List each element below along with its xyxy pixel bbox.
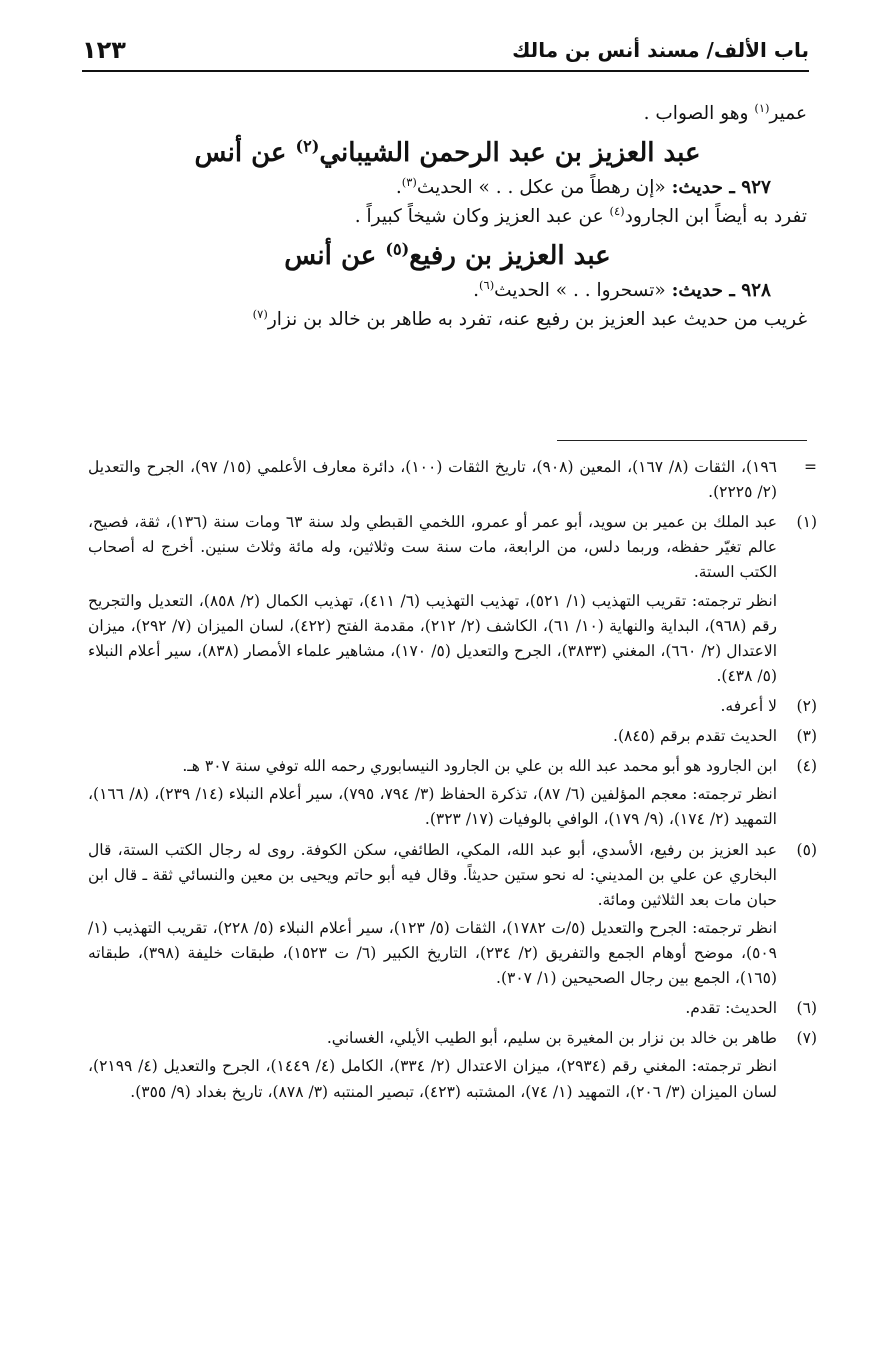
footnote-body (88, 510, 777, 689)
footnote (88, 694, 817, 719)
footnote-number: (٦) (796, 999, 817, 1018)
footnote (88, 724, 817, 749)
footnote-paragraph: الحديث: تقدم. (685, 999, 777, 1018)
commentary-927-rest: عن عبد العزيز وكان شيخاً كبيراً . (354, 206, 610, 228)
footnote-ref-3: (٣) (401, 175, 417, 190)
footnote-body (88, 1026, 777, 1104)
footnote-paragraph: ابن الجارود هو أبو محمد عبد الله بن علي بن الجارود النيسابوري رحمه الله توفي سنة ٣٠٧ هـ. (182, 757, 777, 776)
footnote-number: (٥) (796, 840, 817, 859)
hadith-928 (88, 277, 807, 306)
footnote-paragraph: لا أعرفه. (720, 696, 777, 715)
footnote-ref-2: (٢) (295, 136, 320, 156)
footnote-body (88, 724, 777, 749)
footnote-ref-6: (٦) (479, 278, 495, 293)
hadith-927 (88, 174, 807, 203)
hadith-927-text: «إن رهطاً من عكل . . » الحديث (416, 177, 672, 199)
hadith-928-end: . (473, 280, 480, 302)
running-header (82, 30, 809, 72)
footnote-ref-4: (٤) (609, 203, 625, 218)
continuation-text: عمير (769, 103, 807, 124)
commentary-928 (88, 306, 807, 335)
footnote-body (88, 838, 777, 992)
footnote-body (88, 694, 777, 719)
hadith-927-label: ٩٢٧ ـ حديث: (671, 177, 771, 199)
footnote-number: = (804, 458, 817, 476)
footnote-divider (557, 440, 807, 441)
footnote-paragraph: الحديث تقدم برقم (٨٤٥). (613, 727, 777, 746)
entry-heading-shaybani (88, 135, 807, 173)
footnote-body (88, 996, 777, 1021)
continuation-line (88, 100, 807, 129)
footnotes (88, 455, 817, 1110)
hadith-928-text: «تسحروا . . » الحديث (494, 280, 672, 302)
footnote-body (88, 455, 777, 505)
footnote-number: (٢) (796, 696, 817, 715)
footnote-paragraph: انظر ترجمته: الجرح والتعديل (٥/ت ١٧٨٢)، الثقات (٥/ ١٢٣)، سير أعلام النبلاء (٥/ ٢٢٨)، تقريب التهذيب (١/ ٥٠٩)، موضح أوهام الجمع والتفريق (٢/ ٢٣٤)، التاريخ الكبير (٦/ ت ١٥٢٣)، طبقات خليفة (٣٩٨)، طبقاته (١٦٥)، الجمع بين رجال الصحيحين (١/ ٣٠٧). (88, 918, 778, 988)
footnote-paragraph: انظر ترجمته: معجم المؤلفين (٦/ ٨٧)، تذكرة الحفاظ (٣/ ٧٩٤، ٧٩٥)، سير أعلام النبلاء (١٤/ ٢٣٩)، (٨/ ١٦٦)، التمهيد (٢/ ١٧٤)، (٩/ ١٧٩)، الوافي بالوفيات (١٧/ ٣٢٣). (88, 785, 778, 829)
hadith-928-label: ٩٢٨ ـ حديث: (671, 280, 771, 302)
footnote-ref-5: (٥) (385, 239, 410, 259)
page-number: ١٢٣ (82, 36, 126, 64)
heading1-rest: عن أنس (194, 137, 296, 168)
commentary-927 (88, 203, 807, 232)
hadith-927-end: . (395, 177, 402, 199)
footnote (88, 838, 817, 992)
footnote-paragraph: ١٩٦)، الثقات (٨/ ١٦٧)، المعين (٩٠٨)، تاريخ الثقات (١٠٠)، دائرة معارف الأعلمي (١٥/ ٩٧)، الجرح والتعديل (٢/ ٢٢٢٥). (88, 458, 777, 502)
footnote-paragraph: انظر ترجمته: تقريب التهذيب (١/ ٥٢١)، تهذيب التهذيب (٦/ ٤١١)، تهذيب الكمال (٢/ ٨٥٨)، التعديل والتجريح رقم (٩٦٨)، البداية والنهاية (١٠/ ٦١)، الكاشف (٢/ ٢١٢)، مقدمة الفتح (٤٢٢)، لسان الميزان (٧/ ٢٩٢)، ميزان الاعتدال (٢/ ٦٦٠)، المغني (٣٨٣٣)، الجرح والتعديل (٥/ ١٧٠)، مشاهير علماء الأمصار (٨٣٨)، سير أعلام النبلاء (٥/ ٤٣٨). (88, 591, 778, 685)
footnote-body (88, 754, 777, 832)
footnote-ref-1: (١) (754, 100, 770, 115)
footnote (88, 510, 817, 689)
footnote (88, 754, 817, 832)
footnote-number: (٧) (796, 1029, 817, 1048)
heading2-rest: عن أنس (284, 240, 386, 271)
continuation-rest: وهو الصواب . (643, 103, 755, 124)
header-title: باب الألف/ مسند أنس بن مالك (512, 38, 809, 62)
heading2-text: عبد العزيز بن رفيع (409, 240, 611, 271)
footnote-paragraph: عبد العزيز بن رفيع، الأسدي، أبو عبد الله، المكي، الطائفي، سكن الكوفة. روى له رجال الكتب الستة، قال البخاري عن علي بن المديني: له نحو ستين حديثاً. وقال فيه أبو حاتم ويحيى بن معين والنسائي ثقة ـ قال ابن حبان مات بعد الثلاثين ومائة. (88, 840, 777, 909)
footnote-ref-7: (٧) (252, 306, 268, 321)
footnote-paragraph: عبد الملك بن عمير بن سويد، أبو عمر أو عمرو، اللخمي القبطي ولد سنة ٦٣ ومات سنة (١٣٦)، ثقة، فصيح، عالم تغيّر حفظه، وربما دلس، من الرابعة، مات سنة ست وثلاثين، وله مائة وثلاث سنين. أخرج له أصحاب الكتب الستة. (88, 513, 777, 582)
footnote-paragraph: انظر ترجمته: المغني رقم (٢٩٣٤)، ميزان الاعتدال (٢/ ٣٣٤)، الكامل (٤/ ١٤٤٩)، الجرح والتعديل (٤/ ٢١٩٩)، لسان الميزان (٣/ ٢٠٦)، التمهيد (١/ ٧٤)، المشتبه (٤٢٣)، تبصير المنتبه (٣/ ٨٧٨)، تاريخ بغداد (٩/ ٣٥٥). (88, 1057, 777, 1101)
footnote (88, 996, 817, 1021)
commentary-928-text: غريب من حديث عبد العزيز بن رفيع عنه، تفرد به طاهر بن خالد بن نزار (267, 309, 807, 331)
commentary-927-text: تفرد به أيضاً ابن الجارود (624, 206, 807, 228)
entry-heading-rufay (88, 238, 807, 276)
heading1-text: عبد العزيز بن عبد الرحمن الشيباني (319, 137, 701, 168)
footnote-number: (٤) (796, 757, 817, 776)
footnote (88, 455, 817, 505)
footnote-paragraph: طاهر بن خالد بن نزار بن المغيرة بن سليم، أبو الطيب الأيلي، الغساني. (326, 1029, 777, 1048)
footnote-number: (١) (796, 513, 817, 532)
footnote (88, 1026, 817, 1104)
footnote-number: (٣) (796, 727, 817, 746)
main-text (88, 100, 807, 335)
